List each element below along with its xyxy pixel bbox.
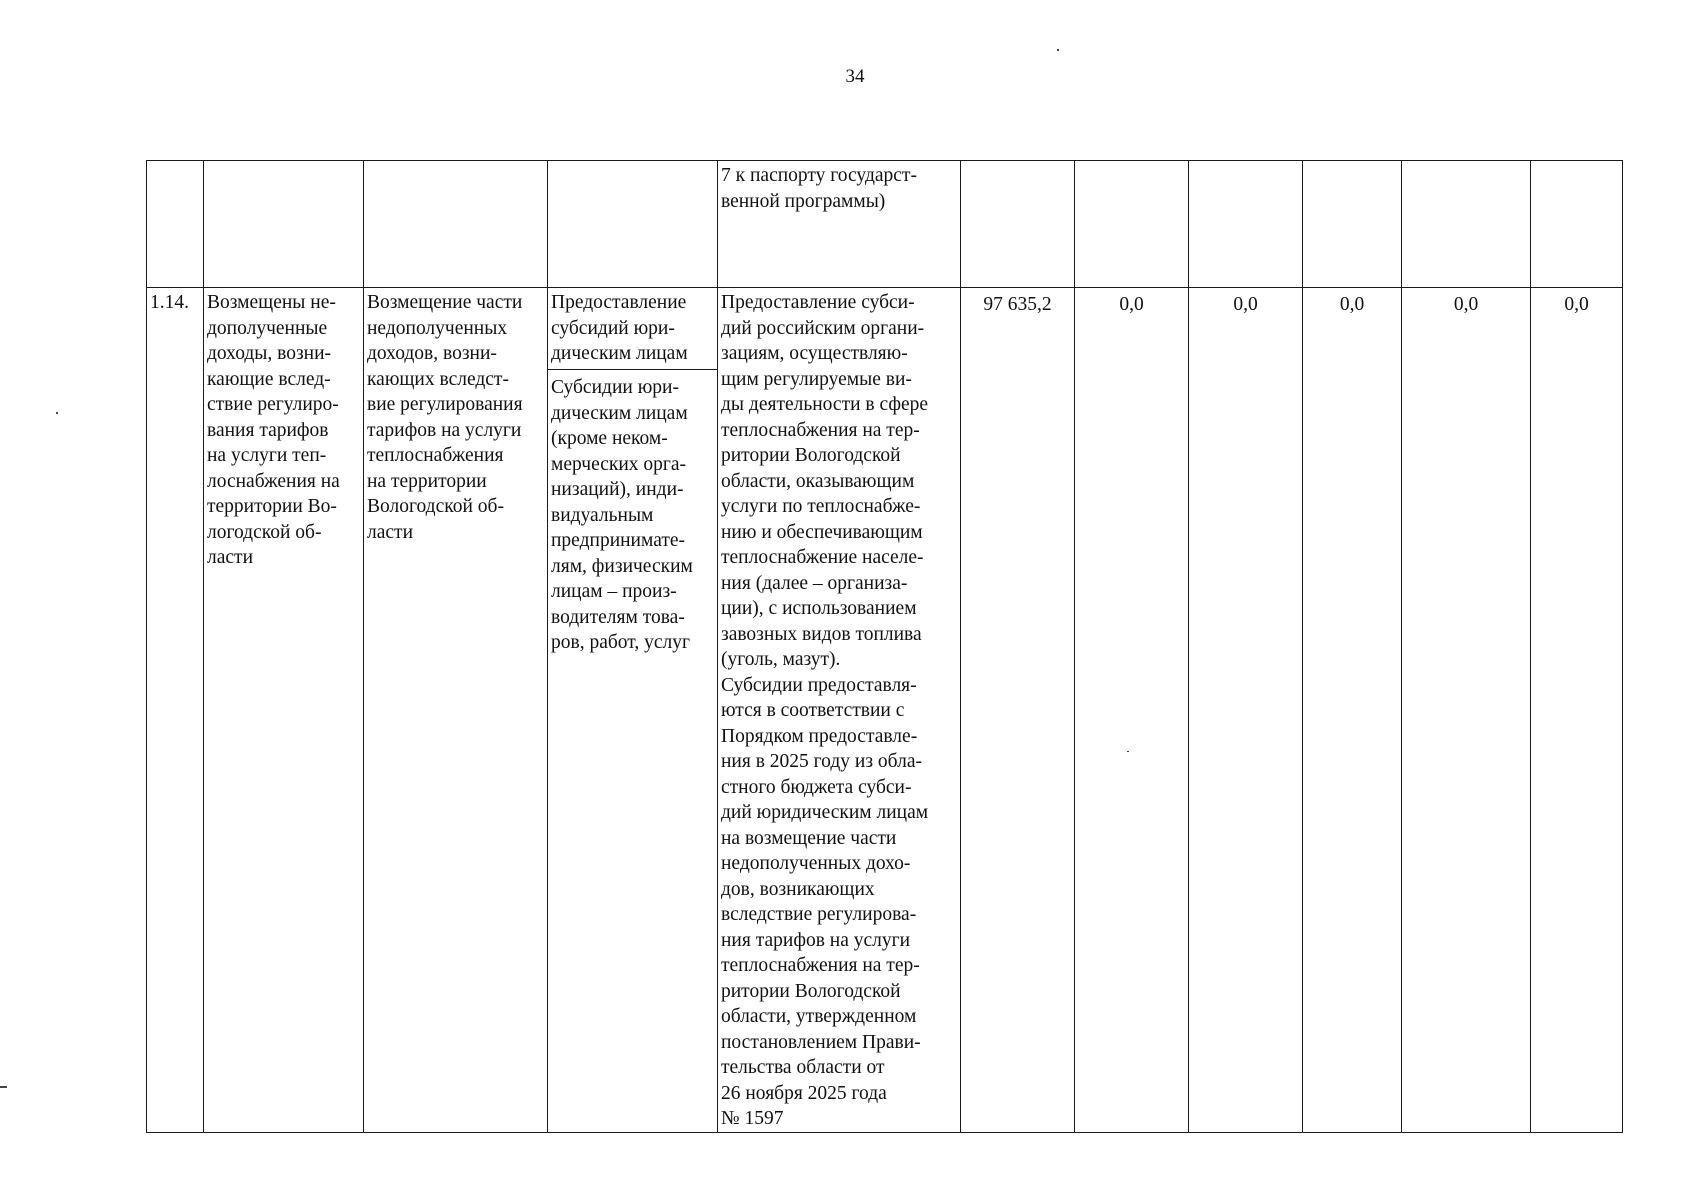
program-measures-table xyxy=(146,160,1623,1133)
mechanism-type: Предоставление субсидий юри- дическим лицам xyxy=(548,288,717,370)
cell-empty xyxy=(204,161,364,288)
scan-speck xyxy=(56,412,58,414)
cell-empty xyxy=(1075,161,1189,288)
table-row-1-14 xyxy=(147,288,1623,1133)
scan-speck xyxy=(1057,49,1059,51)
scan-edge-mark xyxy=(0,1086,7,1088)
cell-empty xyxy=(364,161,548,288)
result-cell: Возмещены не- дополученные доходы, возни- кающие вслед- ствие регулиро- вания тарифов на услуги теп- лоснабжения на территории Во- логодской об- ласти xyxy=(204,288,364,1133)
continuation-text: 7 к паспорту государст- венной программы) xyxy=(718,161,961,288)
continuation-row xyxy=(147,161,1623,288)
value-cell: 0,0 xyxy=(1189,288,1303,1133)
value-cell: 0,0 xyxy=(1531,288,1623,1133)
page-number: 34 xyxy=(845,66,865,87)
value-cell: 0,0 xyxy=(1075,288,1189,1133)
cell-empty xyxy=(1402,161,1531,288)
activity-cell: Возмещение части недополученных доходов, возни- кающих вследст- вие регулирования тарифов на услуги теплоснабжения на территории Вологодской об- ласти xyxy=(364,288,548,1133)
description-cell: Предоставление субси- дий российским органи- зациям, осуществляю- щим регулируемые ви- ды деятельности в сфере теплоснабжения на тер- ритории Вологодской области, оказывающим услуги по теплоснабже- нию и обеспечивающим теплоснабжение населе- ния (далее – организа- ции), с использованием завозных видов топлива (уголь, мазут). Субсидии предоставля- ются в соответствии с Порядком предоставле- ния в 2025 году из обла- стного бюджета субси- дий юридическим лицам на возмещение части недополученных дохо- дов, возникающих вследствие регулирова- ния тарифов на услуги теплоснабжения на тер- ритории Вологодской области, утвержденном постановлением Прави- тельства области от 26 ноября 2025 года № 1597 xyxy=(718,288,961,1133)
item-number: 1.14. xyxy=(147,288,204,1133)
cell-empty xyxy=(1303,161,1402,288)
mechanism-cell xyxy=(548,288,718,1133)
cell-empty xyxy=(961,161,1075,288)
value-cell: 0,0 xyxy=(1303,288,1402,1133)
cell-empty xyxy=(1189,161,1303,288)
value-cell: 97 635,2 xyxy=(961,288,1075,1133)
cell-empty xyxy=(548,161,718,288)
value-cell: 0,0 xyxy=(1402,288,1531,1133)
cell-empty xyxy=(1531,161,1623,288)
mechanism-recipients: Субсидии юри- дическим лицам (кроме неком- мерческих орга- низаций), инди- видуальным предпринимате- лям, физическим лицам – произ- водителям това- ров, работ, услуг xyxy=(551,377,693,653)
cell-empty xyxy=(147,161,204,288)
